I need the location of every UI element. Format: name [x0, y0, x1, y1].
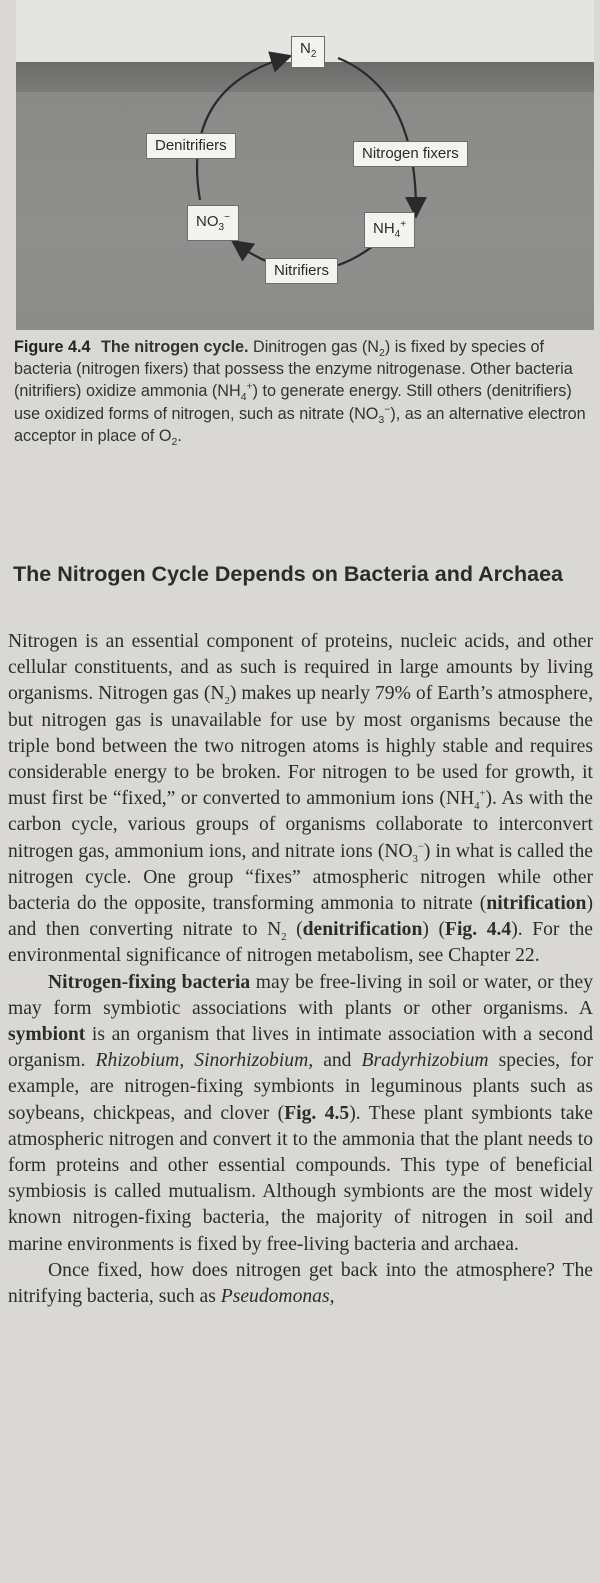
figure-caption: Figure 4.4 The nitrogen cycle. Dinitrogen gas $(N_2)$ is fixed by species of bacteria (nitrogen fixers) that possess the enzyme nitrogenase. Other bacteria (nitrifiers) oxidize ammonia $(NH_4^+)$ to generate energy. Still others (denitrifiers) use oxidized forms of nitrogen, such as nitrate $(NO_3^-)$, as an alternative electron acceptor in place of $O_2$. — [14, 338, 586, 449]
arrow-fixation — [338, 58, 416, 210]
node-denitrifiers: Denitrifiers — [146, 133, 236, 159]
nitrogen-cycle-figure — [16, 0, 594, 330]
node-nitrifiers: Nitrifiers — [265, 258, 338, 284]
node-n2: $N_2$ — [291, 36, 325, 68]
paragraph-1: Nitrogen is an essential component of proteins, nucleic acids, and other cellular constituents, and as such is required in large amounts by living organisms. Nitrogen gas $(N_2)$ makes up nearly 79% of Earth’s atmosphere, but nitrogen gas is unavailable for use by most organisms because the triple bond between the two nitrogen atoms is highly stable and requires considerable energy to be broken. For nitrogen to be used for growth, it must first be “fixed,” or converted to ammonium ions $(NH_4^+)$. As with the carbon cycle, various groups of organisms collaborate to interconvert nitrogen gas, ammonium ions, and nitrate ions $(NO_3^-)$ in what is called the nitrogen cycle. One group “fixes” atmospheric nitrogen while other bacteria do the opposite, transforming ammonia to nitrate (nitrification) and then converting nitrate to $N_2$ (denitrification) (Fig. 4.4). For the environmental significance of nitrogen metabolism, see Chapter 22. — [8, 631, 593, 967]
node-nitrogen-fixers: Nitrogen fixers — [353, 141, 468, 167]
term-symbiont: symbiont — [8, 1024, 86, 1046]
term-denitrification: denitrification — [302, 919, 423, 941]
node-nitrate: $NO_3^-$ — [187, 205, 239, 241]
figure-label: Figure 4.4 — [14, 338, 91, 356]
arrow-denitrification — [197, 58, 284, 200]
section-heading: The Nitrogen Cycle Depends on Bacteria and Archaea — [13, 562, 563, 586]
term-nitrogen-fixing-bacteria: Nitrogen-fixing bacteria — [48, 971, 251, 993]
node-ammonium: $NH_4^+$ — [364, 212, 415, 248]
body-text — [8, 629, 593, 1310]
figure-title: The nitrogen cycle. — [100, 338, 249, 356]
fig-ref-4-4: Fig. 4.4 — [445, 919, 512, 941]
paragraph-3: Once fixed, how does nitrogen get back into the atmosphere? The nitrifying bacteria, such as Pseudomonas, — [8, 1259, 593, 1308]
paragraph-2: Nitrogen-fixing bacteria may be free-living in soil or water, or they may form symbiotic associations with plants or other organisms. A symbiont is an organism that lives in intimate association with a second organism. Rhizobium, Sinorhizobium, and Bradyrhizobium species, for example, are nitrogen-fixing symbionts in leguminous plants such as soybeans, chickpeas, and clover (Fig. 4.5). These plant symbionts take atmospheric nitrogen and convert it to the ammonia that the plant needs to form proteins and other essential compounds. This type of beneficial symbiosis is called mutualism. Although symbionts are the most widely known nitrogen-fixing bacteria, the majority of nitrogen in soil and marine environments is fixed by free-living bacteria and archaea. — [8, 971, 594, 1255]
term-nitrification: nitrification — [486, 893, 587, 915]
fig-ref-4-5: Fig. 4.5 — [284, 1102, 350, 1124]
